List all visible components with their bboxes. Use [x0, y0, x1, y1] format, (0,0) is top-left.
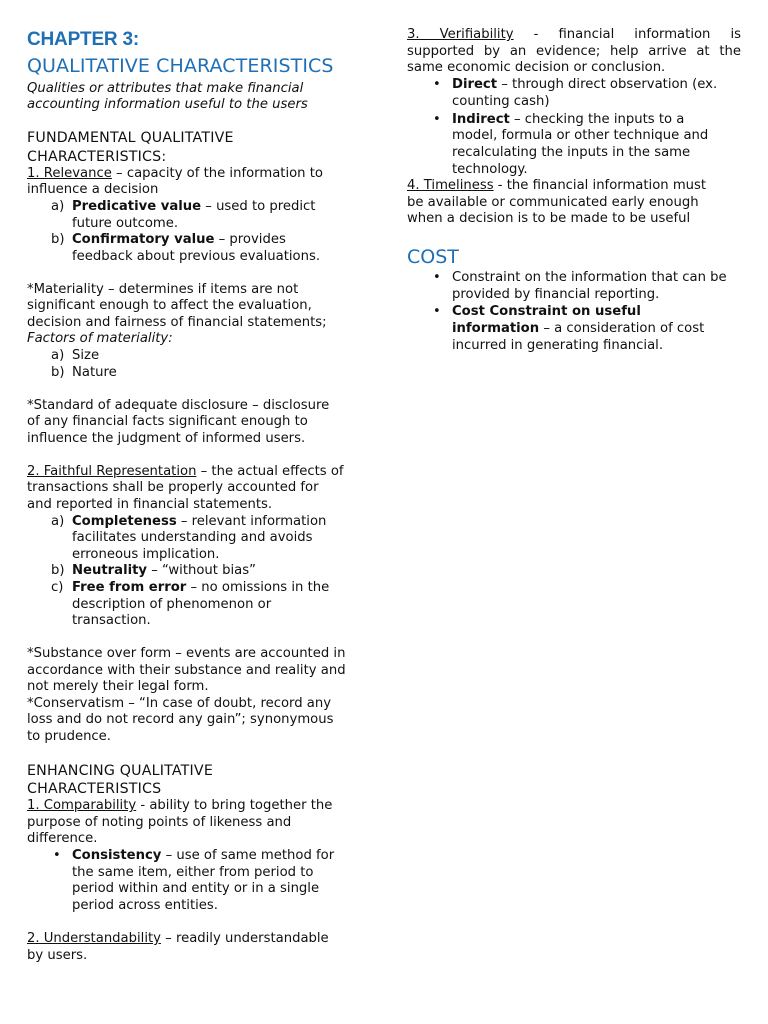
faithful-line: and reported in financial statements. — [27, 497, 273, 512]
materiality-factors: Factors of materiality: — [27, 331, 173, 346]
comparability-line: purpose of noting points of likeness and — [27, 815, 292, 830]
subtitle-line: Qualities or attributes that make financial — [27, 81, 304, 96]
list-item-cont: recalculating the inputs in the same — [452, 145, 691, 160]
definition: - ability to bring together the — [136, 798, 333, 813]
definition: – relevant information — [176, 514, 327, 529]
term: 2. Understandability — [27, 931, 161, 946]
definition: - financial information is — [513, 27, 742, 42]
term: 4. Timeliness — [407, 178, 494, 193]
list-item — [452, 77, 717, 94]
timeliness-line: be available or communicated early enough — [407, 195, 699, 210]
faithful-line: transactions shall be properly accounted for — [27, 480, 319, 495]
section-heading-enhancing: CHARACTERISTICS — [27, 781, 162, 797]
list-item-cont: counting cash) — [452, 94, 550, 109]
list-item-cont: period across entities. — [72, 898, 218, 913]
comparability-line — [27, 798, 332, 815]
definition: – provides — [214, 232, 286, 247]
term: Consistency — [72, 848, 162, 863]
timeliness-line: when a decision is to be made to be useful — [407, 211, 691, 226]
term: 2. Faithful Representation — [27, 464, 197, 479]
term: Direct — [452, 77, 498, 92]
definition: – readily understandable — [160, 931, 329, 946]
term: Indirect — [452, 112, 510, 127]
term: Free from error — [72, 580, 187, 595]
definition: – the actual effects of — [196, 464, 344, 479]
substance-line: not merely their legal form. — [27, 679, 209, 694]
definition: – through direct observation (ex. — [497, 77, 718, 92]
verifiability-line: supported by an evidence; help arrive at the — [407, 44, 741, 59]
term: Completeness — [72, 514, 177, 529]
term: information — [452, 321, 540, 336]
list-item-cont: erroneous implication. — [72, 547, 220, 562]
list-item: Cost Constraint on useful — [452, 304, 641, 319]
understandability-line — [27, 931, 329, 948]
list-marker: b) — [51, 232, 65, 247]
list-item — [72, 580, 329, 597]
definition: – a consideration of cost — [539, 321, 705, 336]
bullet-icon: • — [433, 77, 441, 92]
subtitle-line: accounting information useful to the users — [27, 97, 308, 112]
conservatism-line: loss and do not record any gain”; synonymous — [27, 712, 334, 727]
list-item-cont: incurred in generating financial. — [452, 338, 664, 353]
cost-heading: COST — [407, 246, 459, 268]
list-marker: c) — [51, 580, 64, 595]
list-item-cont: feedback about previous evaluations. — [72, 249, 321, 264]
timeliness-line — [407, 178, 706, 195]
list-item-cont: provided by financial reporting. — [452, 287, 660, 302]
conservatism-line: to prudence. — [27, 729, 111, 744]
term: Predicative value — [72, 199, 202, 214]
faithful-line — [27, 464, 344, 481]
understandability-line: by users. — [27, 948, 88, 963]
section-heading-fundamental: CHARACTERISTICS: — [27, 149, 167, 165]
section-heading-fundamental: FUNDAMENTAL QUALITATIVE — [27, 130, 234, 146]
list-item-cont: future outcome. — [72, 216, 179, 231]
definition: - the financial information must — [493, 178, 707, 193]
term: 1. Comparability — [27, 798, 137, 813]
list-marker: a) — [51, 514, 65, 529]
definition: – used to predict — [201, 199, 316, 214]
comparability-line: difference. — [27, 831, 98, 846]
relevance-line — [27, 166, 323, 183]
materiality-line: significant enough to affect the evaluation, — [27, 298, 312, 313]
list-item — [72, 563, 256, 580]
term: 1. Relevance — [27, 166, 112, 181]
bullet-icon: • — [53, 848, 61, 863]
chapter-label: CHAPTER 3: — [27, 29, 140, 50]
section-heading-enhancing: ENHANCING QUALITATIVE — [27, 763, 214, 779]
list-item-cont — [452, 321, 704, 338]
list-item — [72, 232, 286, 249]
chapter-title: QUALITATIVE CHARACTERISTICS — [27, 55, 334, 77]
list-item — [72, 848, 334, 865]
conservatism-line: *Conservatism – “In case of doubt, record any — [27, 696, 332, 711]
list-item-cont: model, formula or other technique and — [452, 128, 709, 143]
bullet-icon: • — [433, 112, 441, 127]
substance-line: accordance with their substance and reality and — [27, 663, 346, 678]
list-item-cont: the same item, either from period to — [72, 865, 314, 880]
verifiability-line — [407, 27, 741, 44]
verifiability-line: same economic decision or conclusion. — [407, 60, 666, 75]
definition: – use of same method for — [161, 848, 335, 863]
list-item-cont: technology. — [452, 162, 528, 177]
definition: – checking the inputs to a — [509, 112, 685, 127]
bullet-icon: • — [433, 270, 441, 285]
list-item-cont: period within and entity or in a single — [72, 881, 320, 896]
bullet-icon: • — [433, 304, 441, 319]
materiality-line: *Materiality – determines if items are not — [27, 282, 299, 297]
list-item-cont: facilitates understanding and avoids — [72, 530, 313, 545]
list-marker: a) — [51, 199, 65, 214]
list-marker: a) — [51, 348, 65, 363]
list-item: Size — [72, 348, 100, 363]
disclosure-line: of any financial facts significant enough to — [27, 414, 308, 429]
list-item: Nature — [72, 365, 117, 380]
substance-line: *Substance over form – events are accounted in — [27, 646, 346, 661]
definition: – capacity of the information to — [111, 166, 323, 181]
list-item: Constraint on the information that can be — [452, 270, 727, 285]
list-item — [72, 199, 315, 216]
term: 3. Verifiability — [407, 27, 514, 42]
list-item-cont: description of phenomenon or — [72, 597, 272, 612]
materiality-line: decision and fairness of financial statements; — [27, 315, 327, 330]
list-marker: b) — [51, 365, 65, 380]
term: Confirmatory value — [72, 232, 215, 247]
relevance-line: influence a decision — [27, 182, 159, 197]
disclosure-line: *Standard of adequate disclosure – disclosure — [27, 398, 330, 413]
definition: – no omissions in the — [186, 580, 330, 595]
term: Neutrality — [72, 563, 148, 578]
list-item — [452, 112, 684, 129]
list-item — [72, 514, 326, 531]
list-marker: b) — [51, 563, 65, 578]
definition: – “without bias” — [147, 563, 256, 578]
disclosure-line: influence the judgment of informed users. — [27, 431, 306, 446]
list-item-cont: transaction. — [72, 613, 151, 628]
